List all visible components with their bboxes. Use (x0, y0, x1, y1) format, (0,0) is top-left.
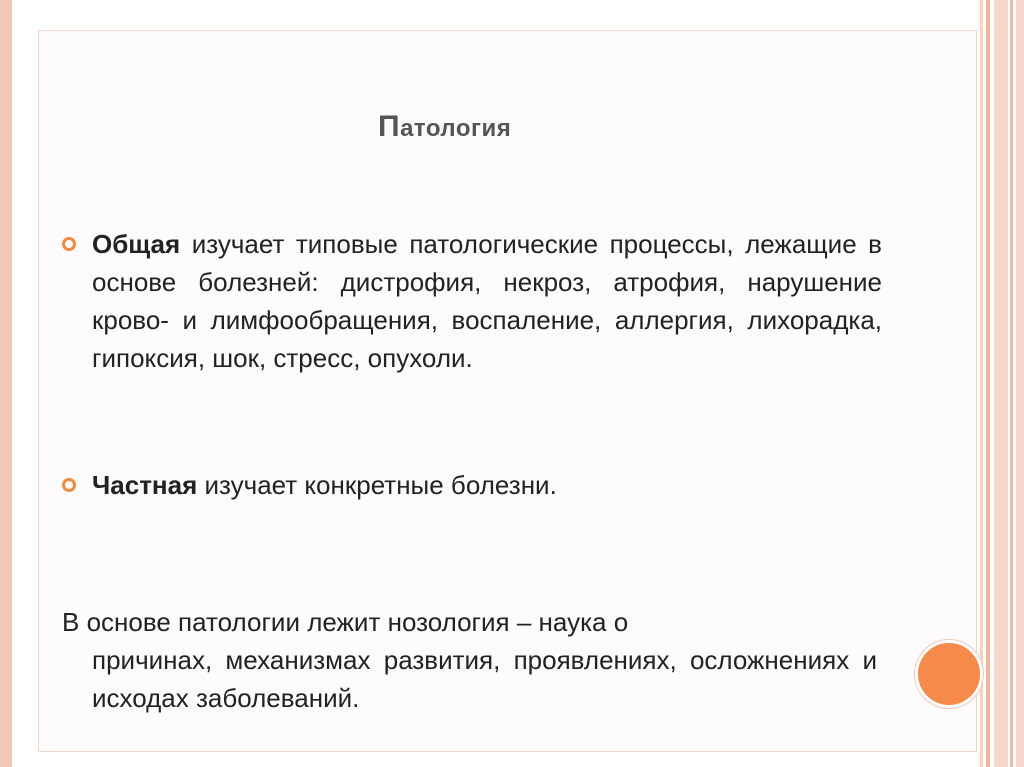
bullet-general (62, 225, 882, 377)
paragraph-first-line: В основе патологии лежит нозология – наука о (62, 607, 629, 637)
title-rest: атология (400, 115, 512, 142)
right-stripe (994, 0, 1008, 767)
nosology-paragraph (62, 603, 877, 717)
right-stripe (980, 0, 983, 767)
right-stripe (1010, 0, 1013, 767)
slide-title (378, 110, 511, 144)
bullet-description: изучает конкретные болезни. (197, 470, 557, 500)
decorative-circle (915, 640, 983, 708)
right-stripe (986, 0, 990, 767)
bullet-term: Частная (92, 470, 198, 500)
left-border-line (12, 0, 14, 767)
bullet-text (92, 466, 882, 504)
bullet-term: Общая (92, 229, 181, 259)
title-first-letter: П (378, 110, 401, 143)
paragraph-rest: причинах, механизмах развития, проявлениях, осложнениях и исходах заболеваний. (92, 645, 877, 713)
bullet-specific (62, 466, 882, 504)
bullet-circle-icon (62, 237, 76, 251)
left-border-strip (0, 0, 12, 767)
bullet-text (92, 225, 882, 377)
bullet-description: изучает типовые патологические процессы, лежащие в основе болезней: дистрофия, некроз, атрофия, нарушение крово- и лимфообращения, воспаление, аллергия, лихорадка, гипоксия, шок, стресс, опухоли. (92, 229, 882, 373)
bullet-circle-icon (62, 478, 76, 492)
right-stripe (1016, 0, 1024, 767)
